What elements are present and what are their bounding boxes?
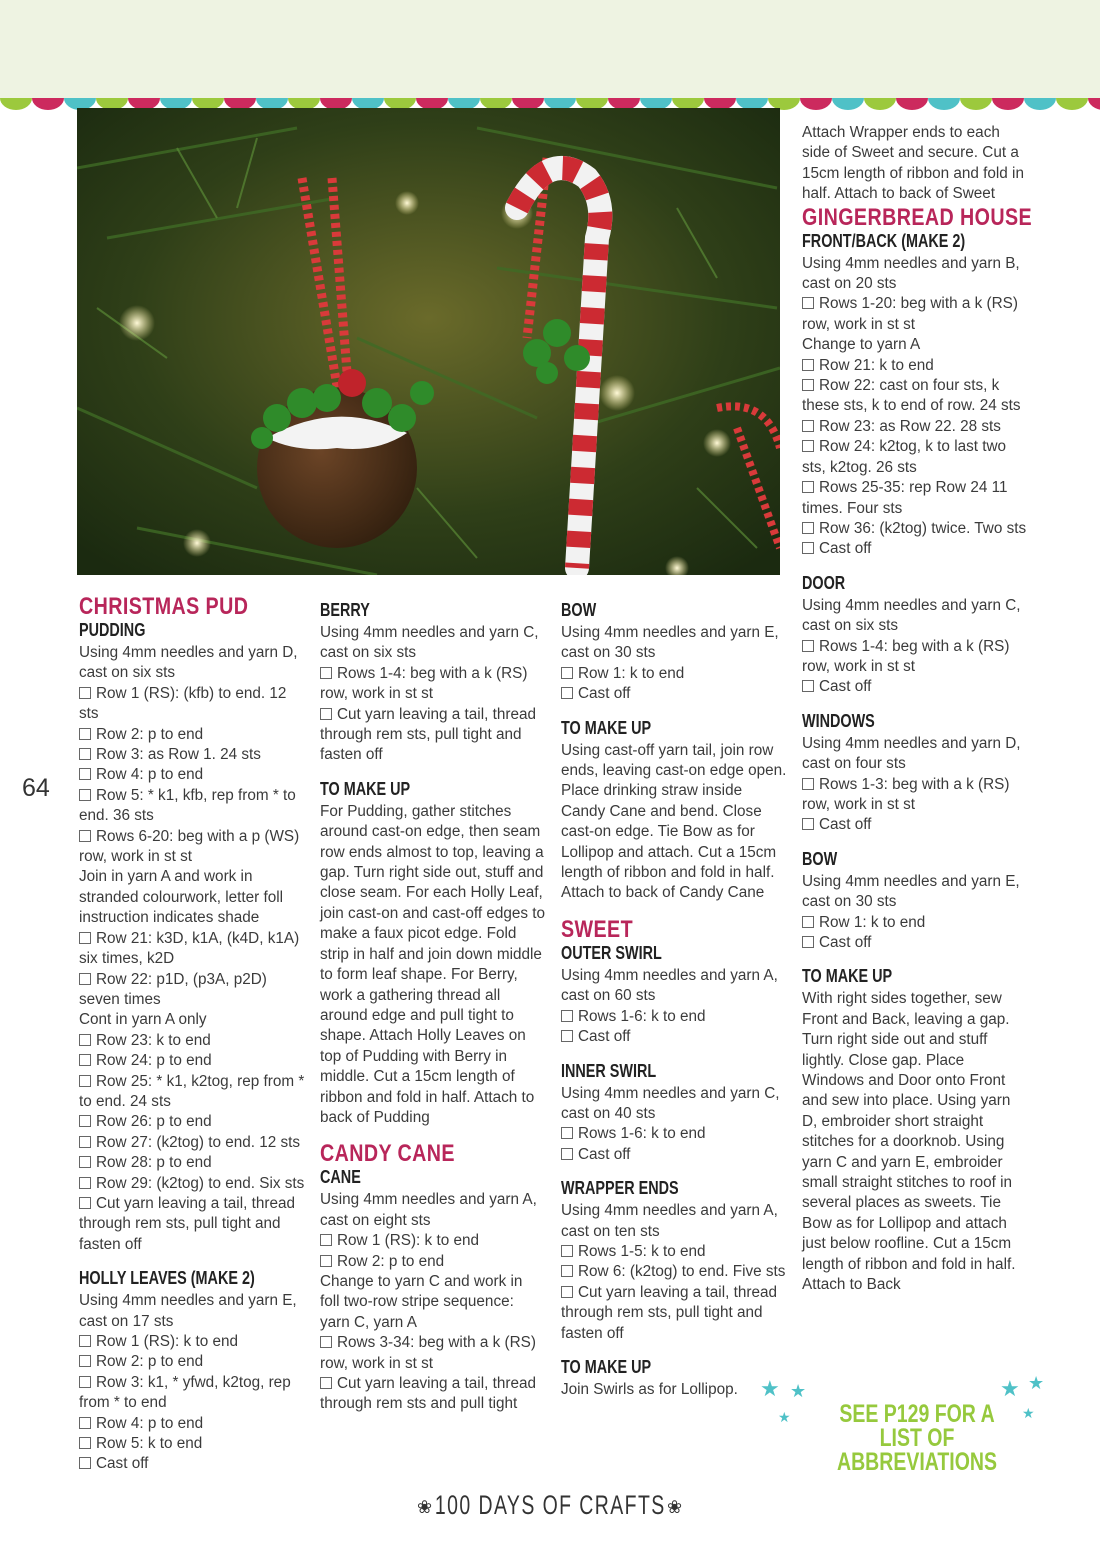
sub-heading: INNER SWIRL — [561, 1060, 657, 1081]
checklist-row: Row 22: p1D, (p3A, p2D) seven times — [79, 970, 305, 1011]
flower-icon: ❀ — [417, 1497, 433, 1517]
paragraph: Attach Wrapper ends to each side of Sweet and secure. Cut a 15cm length of ribbon and fold in half. Attach to back of Sweet — [802, 124, 1024, 203]
checklist-row: Cut yarn leaving a tail, thread through rem sts, pull tight and fasten off — [320, 705, 546, 766]
instruction-text: Using 4mm needles and yarn D, cast on six sts — [79, 644, 298, 682]
section-title-gingerbread-house: GINGERBREAD HOUSE — [802, 203, 1033, 231]
checklist-row: Row 6: (k2tog) to end. Five sts — [561, 1262, 787, 1282]
instruction-list — [561, 966, 787, 1048]
checklist-row: Row 28: p to end — [79, 1153, 305, 1173]
checklist-row: Row 2: p to end — [79, 725, 305, 745]
checklist-row: Row 22: cast on four sts, k these sts, k to end of row. 24 sts — [802, 376, 1028, 417]
instruction-text: Using 4mm needles and yarn A, cast on ten sts — [561, 1202, 778, 1240]
checklist-row: Row 1: k to end — [561, 664, 787, 684]
checklist-row: Rows 1-20: beg with a k (RS) row, work in st st — [802, 294, 1028, 335]
sub-heading: PUDDING — [79, 620, 146, 640]
checklist-row: Row 1 (RS): k to end — [320, 1231, 546, 1251]
inner-swirl-section — [561, 1061, 787, 1166]
star-icon: ★ — [1000, 1376, 1020, 1401]
checklist-row: Cast off — [561, 1027, 787, 1047]
instruction-list — [320, 623, 546, 766]
instruction-text: Change to yarn C and work in foll two-row stripe sequence: yarn C, yarn A — [320, 1272, 523, 1331]
instruction-text: Using 4mm needles and yarn B, cast on 20 sts — [802, 254, 1020, 293]
instruction-text: Using 4mm needles and yarn C, cast on six sts — [320, 624, 539, 662]
sub-heading: BERRY — [320, 600, 370, 620]
instruction-list — [320, 1190, 546, 1414]
checklist-row: Row 5: k to end — [79, 1434, 305, 1454]
sub-heading: BOW — [561, 600, 597, 620]
sub-heading: DOOR — [802, 572, 846, 593]
checklist-row: Row 25: * k1, k2tog, rep from * to end. 24 sts — [79, 1072, 305, 1113]
instruction-list — [79, 1291, 305, 1475]
instruction-list — [802, 596, 1028, 698]
instruction-list — [561, 1201, 787, 1344]
sub-heading: FRONT/BACK (MAKE 2) — [802, 230, 966, 251]
footer-title: 100 DAYS OF CRAFTS — [434, 1490, 666, 1520]
checklist-row: Cut yarn leaving a tail, thread through rem sts and pull tight — [320, 1374, 546, 1415]
checklist-row: Rows 1-4: beg with a k (RS) row, work in st st — [802, 637, 1028, 678]
checklist-row: Cut yarn leaving a tail, thread through rem sts, pull tight and fasten off — [561, 1283, 787, 1344]
instruction-text: Using 4mm needles and yarn C, cast on six sts — [802, 596, 1021, 635]
sub-heading: TO MAKE UP — [802, 966, 893, 987]
sub-heading: WINDOWS — [802, 710, 875, 731]
checklist-row: Row 26: p to end — [79, 1112, 305, 1132]
sub-heading: TO MAKE UP — [320, 778, 411, 799]
instruction-list — [802, 734, 1028, 836]
instruction-text: Change to yarn A — [802, 336, 921, 354]
star-icon: ★ — [778, 1409, 791, 1425]
checklist-row: Row 2: p to end — [79, 1352, 305, 1372]
scallop — [896, 98, 928, 110]
sub-heading: BOW — [802, 848, 838, 869]
checklist-row: Cast off — [561, 684, 787, 704]
instruction-list — [561, 1084, 787, 1166]
instruction-text: Using 4mm needles and yarn A, cast on eight sts — [320, 1191, 537, 1229]
sub-heading: OUTER SWIRL — [561, 942, 662, 963]
flower-icon: ❀ — [667, 1497, 683, 1517]
wrapper-ends-section — [561, 1178, 787, 1344]
checklist-row: Cast off — [802, 539, 1028, 559]
instruction-text: Using 4mm needles and yarn E, cast on 17 sts — [79, 1292, 297, 1330]
checklist-row: Cast off — [802, 815, 1028, 835]
pudding-section — [79, 620, 305, 1255]
checklist-row: Row 24: p to end — [79, 1051, 305, 1071]
checklist-row: Row 23: as Row 22. 28 sts — [802, 417, 1028, 437]
sub-heading: CANE — [320, 1167, 361, 1188]
checklist-row: Row 3: k1, * yfwd, k2tog, rep from * to end — [79, 1373, 305, 1414]
star-icon: ★ — [1022, 1405, 1035, 1421]
make-up-section — [320, 779, 546, 1129]
instruction-text: Using 4mm needles and yarn C, cast on 40 sts — [561, 1084, 780, 1122]
paragraph: Join Swirls as for Lollipop. — [561, 1380, 738, 1398]
abbreviations-callout — [760, 1372, 1060, 1476]
header-band — [0, 0, 1100, 100]
scallop — [32, 98, 64, 110]
checklist-row: Row 27: (k2tog) to end. 12 sts — [79, 1133, 305, 1153]
instruction-text: Using 4mm needles and yarn E, cast on 30 sts — [561, 624, 779, 662]
sub-heading: HOLLY LEAVES (MAKE 2) — [79, 1268, 255, 1289]
checklist-row: Row 2: p to end — [320, 1252, 546, 1272]
checklist-row: Row 1 (RS): k to end — [79, 1332, 305, 1352]
bow-section — [802, 849, 1028, 954]
checklist-row: Row 36: (k2tog) twice. Two sts — [802, 519, 1028, 539]
windows-section — [802, 711, 1028, 836]
section-title-candy-cane: CANDY CANE — [320, 1140, 455, 1168]
berry-section — [320, 600, 546, 766]
checklist-row: Row 1: k to end — [802, 913, 1028, 933]
front-back-section — [802, 231, 1028, 560]
ornaments-photo — [77, 108, 780, 575]
checklist-row: Rows 3-34: beg with a k (RS) row, work in st st — [320, 1333, 546, 1374]
paragraph: Using cast-off yarn tail, join row ends, leaving cast-on edge open. Place drinking straw inside Candy Cane and bend. Close cast-on edge. Tie Bow as for Lollipop and attach. Cut a 15cm length of ribbon and fold in half. Attach to back of Candy Cane — [561, 741, 787, 902]
scallop — [832, 98, 864, 110]
instruction-list — [802, 254, 1028, 560]
sub-heading: TO MAKE UP — [561, 1356, 652, 1377]
instruction-text: Join in yarn A and work in stranded colourwork, letter foll instruction indicates shade — [79, 868, 284, 927]
scallop — [992, 98, 1024, 110]
star-icon: ★ — [760, 1376, 780, 1401]
scallop — [1024, 98, 1056, 110]
make-up-section — [561, 1357, 787, 1400]
scallop — [864, 98, 896, 110]
checklist-row: Row 1 (RS): (kfb) to end. 12 sts — [79, 684, 305, 725]
checklist-row: Rows 6-20: beg with a p (WS) row, work in st st — [79, 827, 305, 868]
checklist-row: Cast off — [802, 677, 1028, 697]
paragraph: For Pudding, gather stitches around cast-on edge, then seam row ends almost to top, leaving a gap. Turn right side out, stuff and close seam. For each Holly Leaf, join cast-on and cast-off edges to make a faux picot edge. Fold strip in half and join down middle to form leaf shape. For Berry, work a gathering thread all around edge and pull tight to shape. Attach Holly Leaves on top of Pudding with Berry in middle. Cut a 15cm length of ribbon and fold in half. Attach to back of Pudding — [320, 802, 546, 1126]
star-icon: ★ — [1028, 1373, 1045, 1393]
scallop — [1088, 98, 1100, 110]
page-number: 64 — [22, 774, 50, 802]
abbreviations-note: SEE P129 FOR A LIST OF ABBREVIATIONS — [837, 1400, 997, 1476]
star-icon: ★ — [790, 1381, 807, 1401]
paragraph: With right sides together, sew Front and Back, leaving a gap. Turn right side out and stuff lightly. Close gap. Place Windows and Door onto Front and sew into place. Using yarn D, embroider short straight stitches for a doorknob. Using yarn C and yarn E, embroider small straight stitches to roof in several places as sweets. Tie Bow as for Lollipop and attach just below roofline. Cut a 15cm length of ribbon and fold in half. Attach to Back — [802, 990, 1016, 1294]
scallop — [1056, 98, 1088, 110]
column-3 — [561, 600, 787, 1413]
column-2 — [320, 600, 546, 1428]
scallop — [0, 98, 32, 110]
column-4 — [802, 123, 1033, 1309]
checklist-row: Rows 25-35: rep Row 24 11 times. Four sts — [802, 478, 1028, 519]
door-section — [802, 573, 1028, 698]
section-title-christmas-pud: CHRISTMAS PUD — [79, 593, 249, 620]
instruction-text: Using 4mm needles and yarn A, cast on 60 sts — [561, 966, 778, 1005]
checklist-row: Row 3: as Row 1. 24 sts — [79, 745, 305, 765]
checklist-row: Cast off — [561, 1145, 787, 1165]
checklist-row: Rows 1-4: beg with a k (RS) row, work in st st — [320, 664, 546, 705]
column-1 — [79, 594, 305, 1488]
checklist-row: Cut yarn leaving a tail, thread through rem sts, pull tight and fasten off — [79, 1194, 305, 1255]
checklist-row: Row 4: p to end — [79, 765, 305, 785]
instruction-text: Using 4mm needles and yarn E, cast on 30 sts — [802, 872, 1020, 911]
checklist-row: Rows 1-6: k to end — [561, 1007, 787, 1027]
holly-section — [79, 1268, 305, 1475]
instruction-text: Using 4mm needles and yarn D, cast on four sts — [802, 734, 1021, 773]
section-title-sweet: SWEET — [561, 915, 634, 943]
scallop — [800, 98, 832, 110]
checklist-row: Row 5: * k1, kfb, rep from * to end. 36 sts — [79, 786, 305, 827]
outer-swirl-section — [561, 943, 787, 1048]
bow-section — [561, 600, 787, 705]
scallop — [960, 98, 992, 110]
checklist-row: Row 4: p to end — [79, 1414, 305, 1434]
checklist-row: Row 24: k2tog, k to last two sts, k2tog. 26 sts — [802, 437, 1028, 478]
checklist-row: Row 29: (k2tog) to end. Six sts — [79, 1174, 305, 1194]
checklist-row: Row 21: k3D, k1A, (k4D, k1A) six times, k2D — [79, 929, 305, 970]
scallop — [928, 98, 960, 110]
checklist-row: Cast off — [802, 933, 1028, 953]
checklist-row: Cast off — [79, 1454, 305, 1474]
instruction-list — [79, 643, 305, 1255]
instruction-list — [561, 623, 787, 705]
sub-heading: TO MAKE UP — [561, 717, 652, 738]
checklist-row: Rows 1-5: k to end — [561, 1242, 787, 1262]
instruction-list — [802, 872, 1028, 954]
checklist-row: Row 23: k to end — [79, 1031, 305, 1051]
instruction-text: Cont in yarn A only — [79, 1011, 207, 1029]
cane-section — [320, 1167, 546, 1414]
checklist-row: Row 21: k to end — [802, 356, 1028, 376]
checklist-row: Rows 1-6: k to end — [561, 1124, 787, 1144]
make-up-section — [561, 718, 787, 904]
checklist-row: Rows 1-3: beg with a k (RS) row, work in st st — [802, 775, 1028, 816]
sub-heading: WRAPPER ENDS — [561, 1178, 679, 1199]
make-up-section — [802, 966, 1028, 1295]
footer — [0, 1490, 1100, 1530]
